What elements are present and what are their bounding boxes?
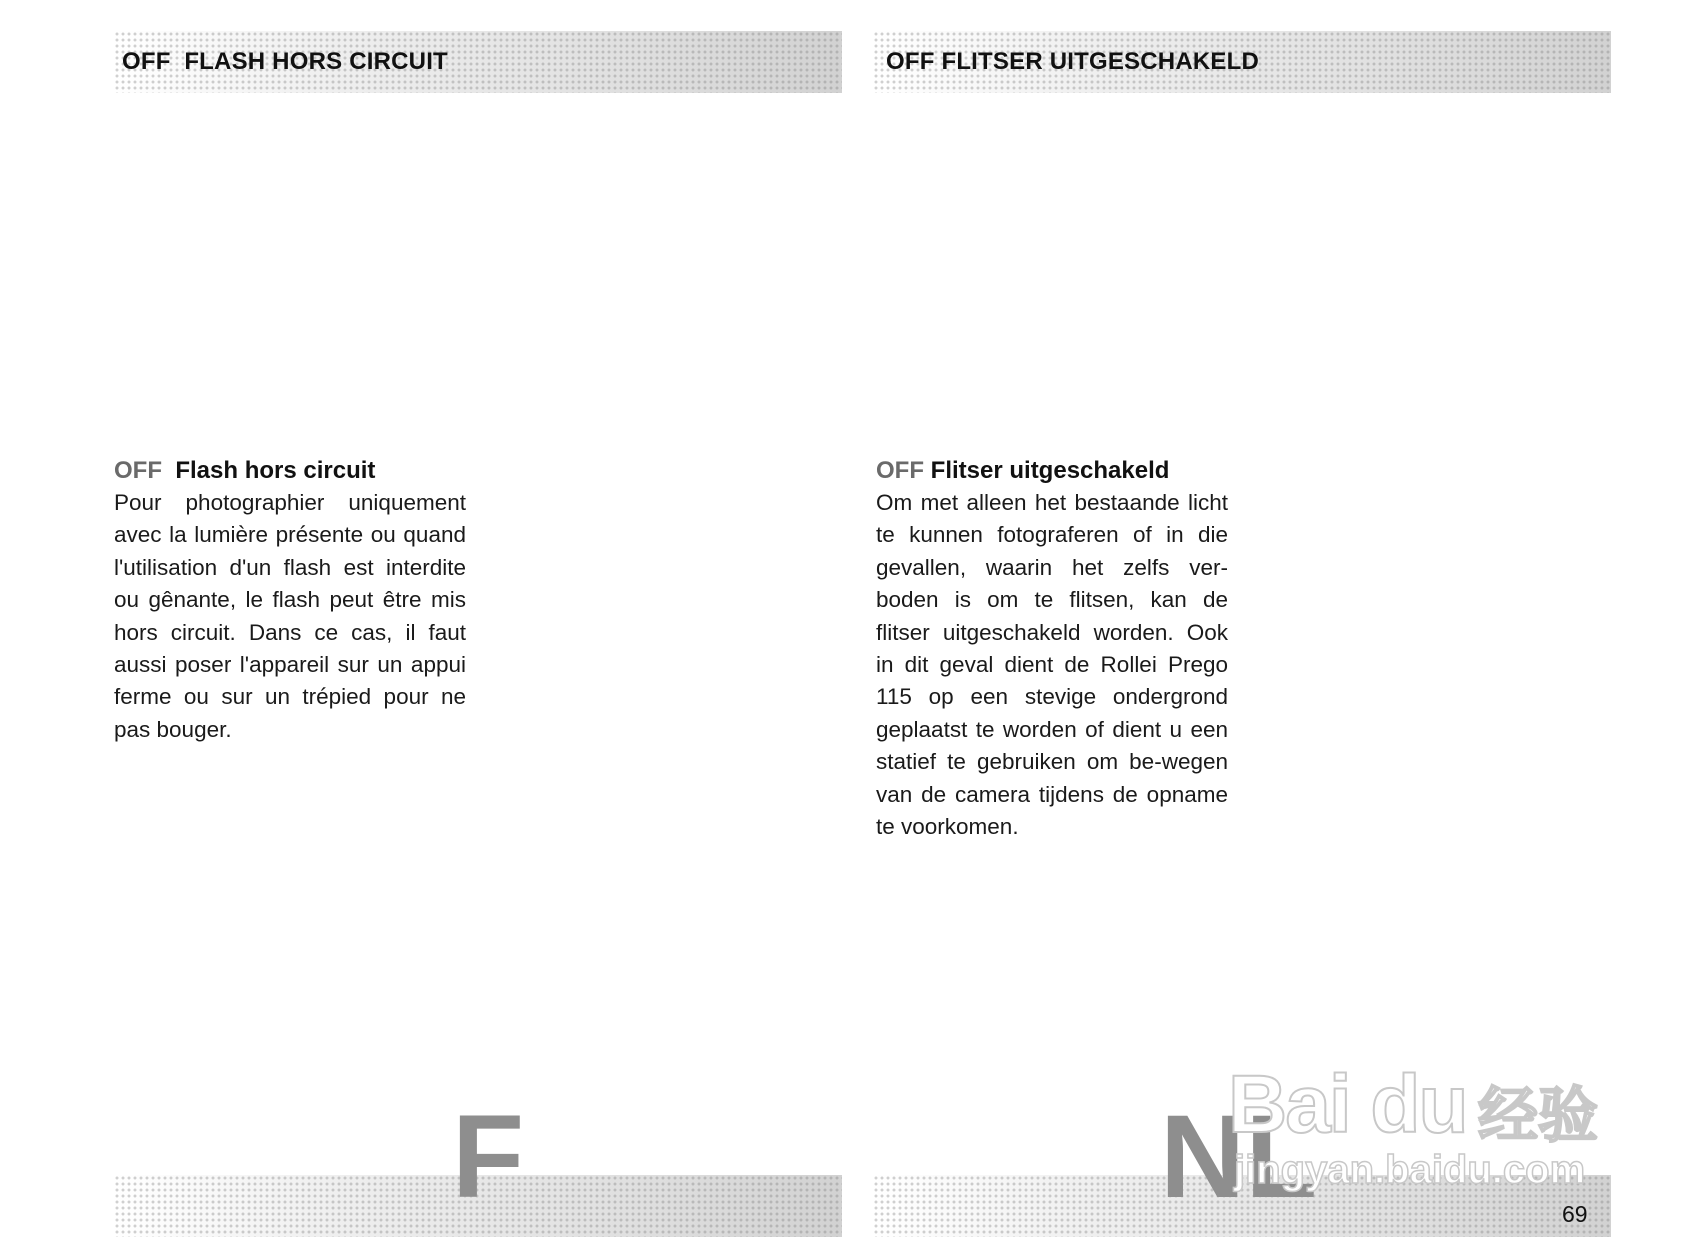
dutch-heading-title: Flitser uitgeschakeld <box>930 457 1170 484</box>
french-heading <box>114 455 466 487</box>
dutch-section <box>876 455 1228 843</box>
off-label: OFF <box>876 457 924 484</box>
language-marker-french: F <box>452 1091 525 1223</box>
baidu-watermark-cn: 经验 <box>1478 1082 1598 1149</box>
dutch-body-text: Om met alleen het bestaande licht te kunnen fotograferen of in die gevallen, waarin het zelfs ver-boden is om te flitsen, kan de flitser uitgeschakeld worden. Ook in dit geval dient de Rollei Prego 115 op een stevige ondergrond geplaatst te worden of dient u een statief te gebruiken om be-wegen van de camera tijdens de opname te voorkomen. <box>876 490 1228 840</box>
french-section <box>114 455 466 746</box>
french-body-text: Pour photographier uniquement avec la lumière présente ou quand l'utilisation d'un flash est interdite ou gênante, le flash peut être mis hors circuit. Dans ce cas, il faut aussi poser l'appareil sur un appui ferme ou sur un trépied pour ne pas bouger. <box>114 490 466 742</box>
french-heading-title: Flash hors circuit <box>175 457 376 484</box>
page-header-left: OFF FLASH HORS CIRCUIT <box>122 48 448 75</box>
language-marker-dutch: NL <box>1160 1091 1318 1223</box>
dutch-heading <box>876 455 1228 487</box>
baidu-watermark-url: jingyan.baidu.com <box>1234 1148 1586 1192</box>
baidu-watermark-logo: Bai du <box>1228 1059 1467 1150</box>
page-number: 69 <box>1562 1201 1588 1227</box>
page-header-right: OFF FLITSER UITGESCHAKELD <box>886 48 1259 75</box>
off-label: OFF <box>114 457 162 484</box>
